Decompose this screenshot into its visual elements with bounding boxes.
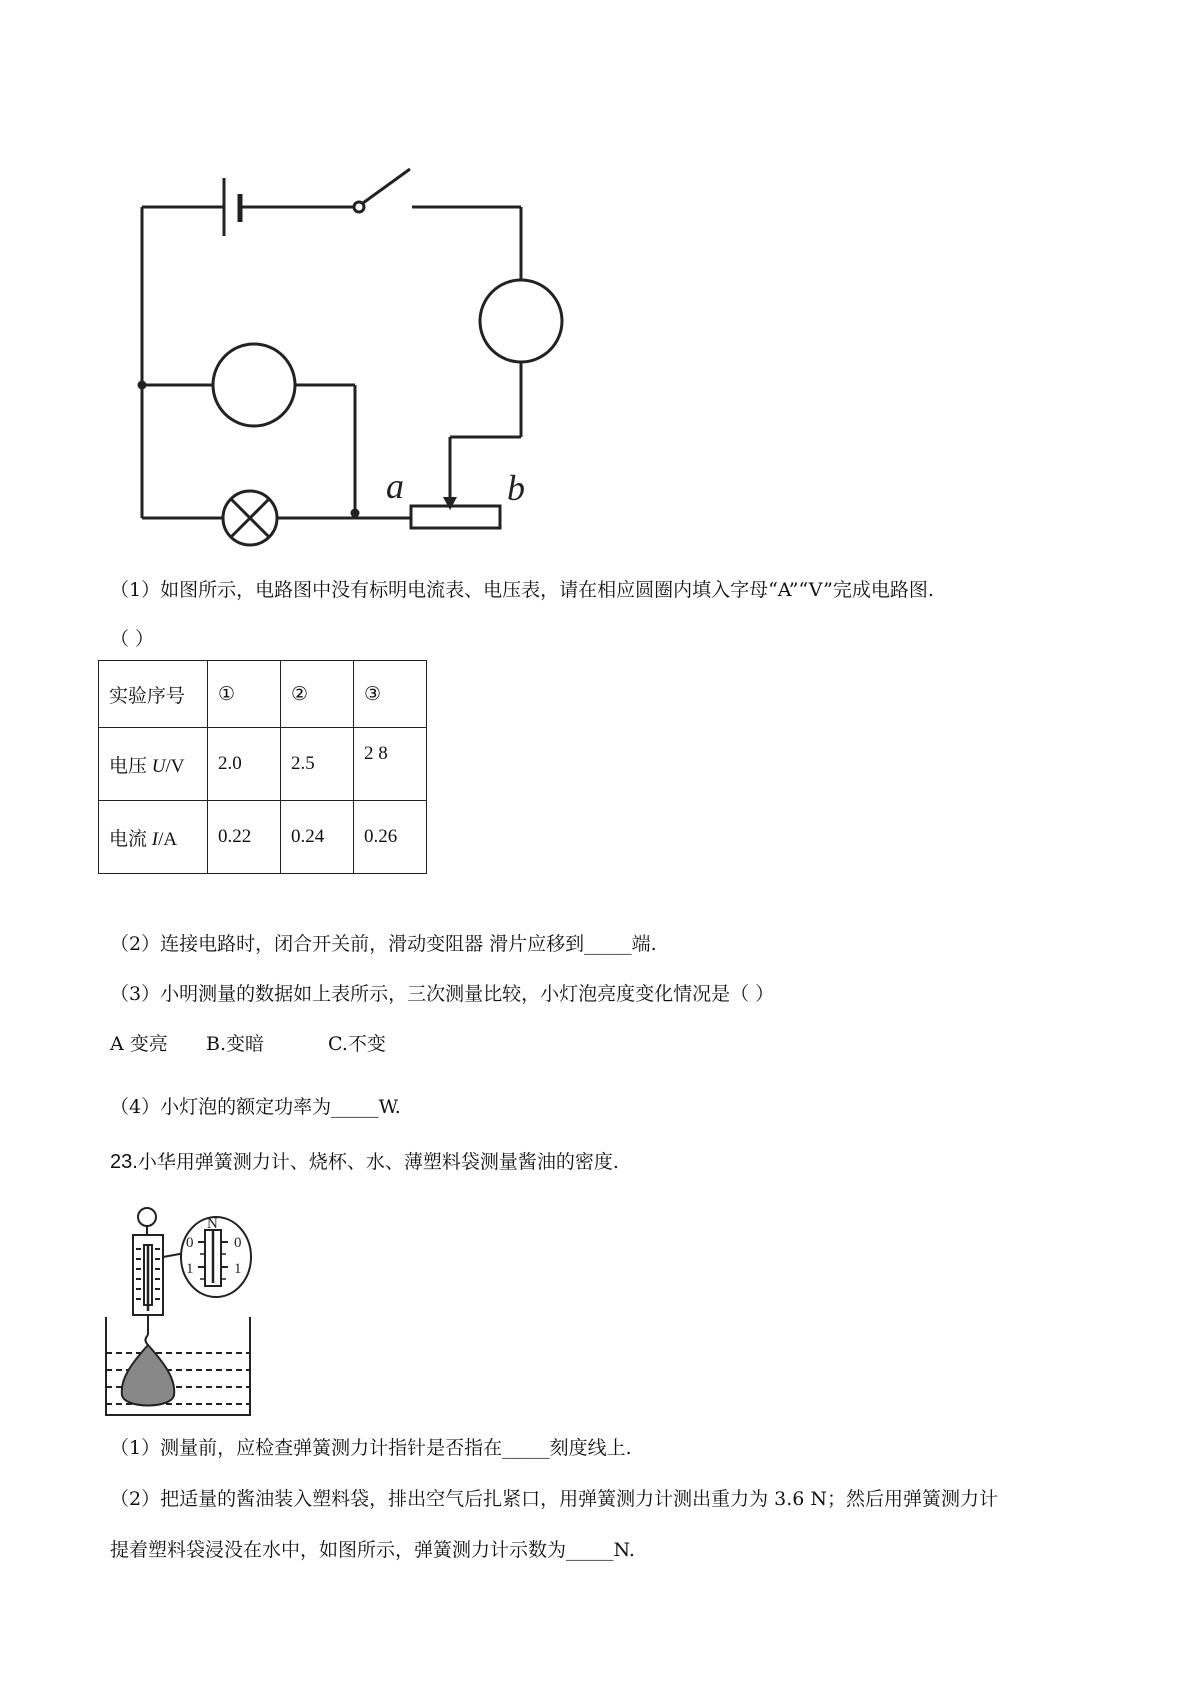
table-cell-col3: ③ <box>354 661 427 728</box>
table-row-voltage <box>99 728 427 801</box>
magnifier-zero-left: 0 <box>186 1235 194 1251</box>
junction-dot-bottom <box>351 509 360 518</box>
circuit-diagram <box>0 0 600 560</box>
magnifier-one-left: 1 <box>186 1261 194 1277</box>
table-cell-current-label: 电流 I/A <box>99 801 208 874</box>
table-cell-col2: ② <box>281 661 354 728</box>
label-a: a <box>386 466 404 506</box>
magnifier-unit-label: N <box>207 1216 218 1232</box>
q23-part2-line1: （2）把适量的酱油装入塑料袋，排出空气后扎紧口，用弹簧测力计测出重力为 3.6 N；然后用弹簧测力计 <box>110 1488 999 1510</box>
spring-scale-figure <box>100 1205 260 1420</box>
q22-option-c: C.不变 <box>328 1033 386 1055</box>
q22-part3: （3）小明测量的数据如上表所示，三次测量比较，小灯泡亮度变化情况是（ ） <box>110 983 775 1005</box>
table-cell-col1: ① <box>208 661 281 728</box>
meter-circle-right[interactable] <box>480 280 562 362</box>
q22-option-a: A 变亮 <box>110 1033 168 1055</box>
table-cell-voltage-1: 2.0 <box>208 728 281 801</box>
q22-option-b: B.变暗 <box>206 1033 265 1055</box>
meter-circle-middle[interactable] <box>213 344 295 426</box>
table-cell-voltage-label: 电压 U/V <box>99 728 208 801</box>
magnifier-zero-right: 0 <box>234 1235 242 1251</box>
table-cell-current-2: 0.24 <box>281 801 354 874</box>
switch-lever <box>363 169 410 203</box>
label-b: b <box>507 468 525 508</box>
q23-stem-text: 小华用弹簧测力计、烧杯、水、薄塑料袋测量酱油的密度. <box>137 1151 619 1173</box>
q22-part2: （2）连接电路时，闭合开关前，滑动变阻器 滑片应移到_____端. <box>110 933 657 955</box>
table-row-current <box>99 801 427 874</box>
table-cell-voltage-2: 2.5 <box>281 728 354 801</box>
q23-stem <box>110 1150 619 1174</box>
table-cell-current-3: 0.26 <box>354 801 427 874</box>
q22-part1-answer-blank: （ ） <box>110 628 155 650</box>
soy-sauce-bag <box>122 1345 175 1406</box>
table-cell-row-header: 实验序号 <box>99 661 208 728</box>
q23-number: 23. <box>110 1151 138 1173</box>
rheostat-body <box>411 506 500 528</box>
junction-dot-left <box>138 381 147 390</box>
scale-top-ring <box>138 1208 156 1226</box>
switch-pivot <box>354 202 364 212</box>
q22-part1: （1）如图所示，电路图中没有标明电流表、电压表，请在相应圆圈内填入字母“A”“V”完成电路图. <box>110 579 934 601</box>
magnifier-one-right: 1 <box>234 1261 242 1277</box>
data-table <box>98 660 427 874</box>
q23-part1: （1）测量前，应检查弹簧测力计指针是否指在_____刻度线上. <box>110 1437 632 1459</box>
q23-part2-line2: 提着塑料袋浸没在水中，如图所示，弹簧测力计示数为_____N. <box>110 1539 635 1561</box>
q22-part4: （4）小灯泡的额定功率为_____W. <box>110 1096 401 1118</box>
table-row-header <box>99 661 427 728</box>
table-cell-current-1: 0.22 <box>208 801 281 874</box>
table-cell-voltage-3: 2 8 <box>354 728 427 801</box>
